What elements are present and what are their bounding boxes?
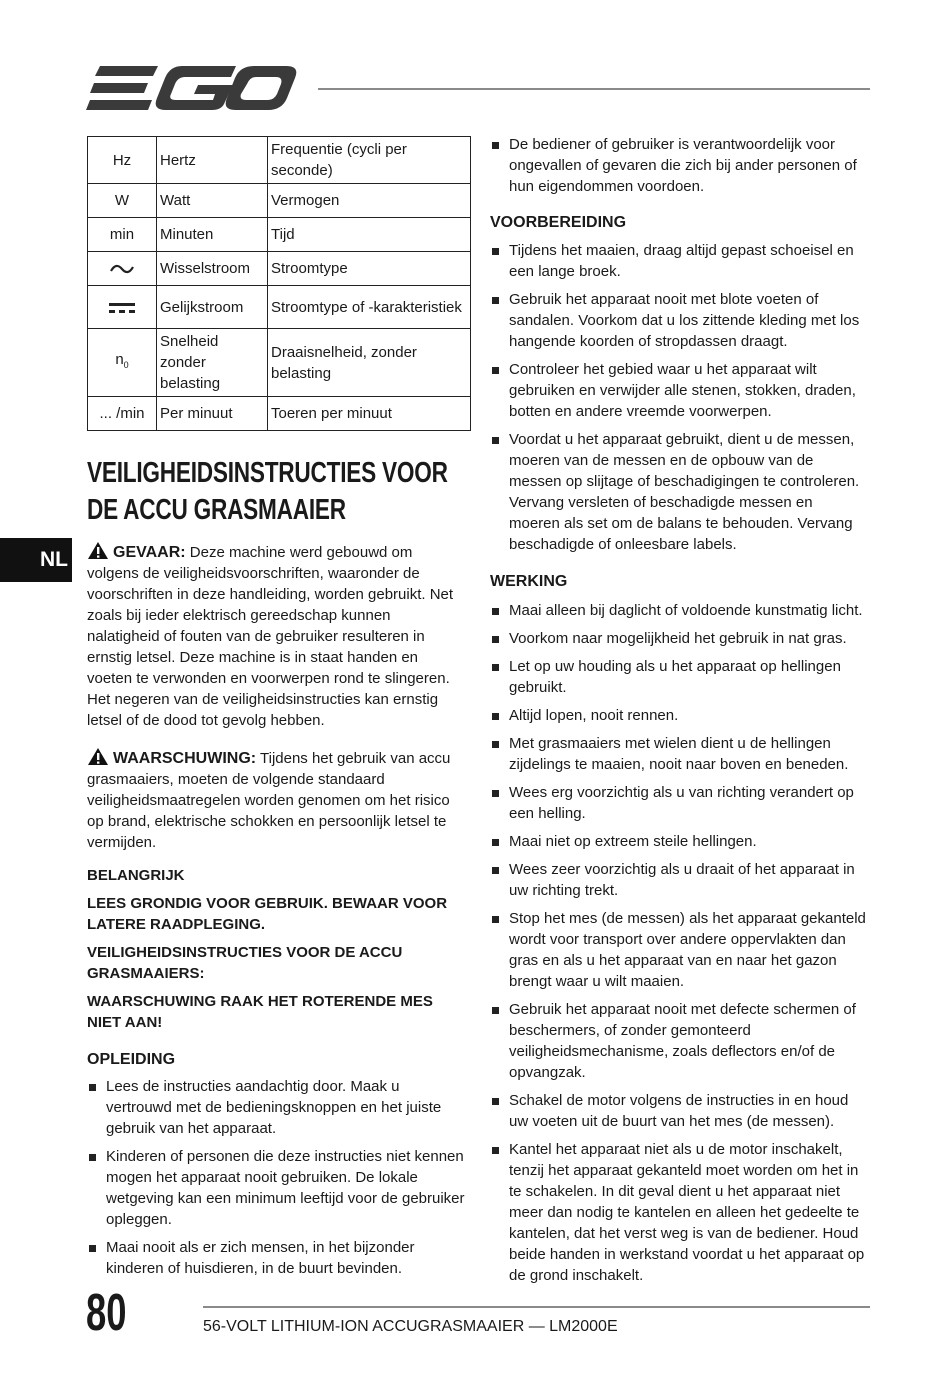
table-row [88, 137, 471, 184]
list-item: Maai alleen bij daglicht of voldoende kunstmatig licht. [490, 600, 868, 621]
blade-warning-heading: WAARSCHUWING RAAK HET ROTERENDE MES NIET AAN! [87, 993, 433, 1031]
read-carefully-notice: LEES GRONDIG VOOR GEBRUIK. BEWAAR VOOR LATERE RAADPLEGING. [87, 895, 448, 933]
list-item: Voorkom naar mogelijkheid het gebruik in nat gras. [490, 628, 868, 649]
list-item: Altijd lopen, nooit rennen. [490, 705, 868, 726]
list-item: Schakel de motor volgens de instructies in en houd uw voeten uit de buurt van het mes (de messen). [490, 1090, 868, 1132]
table-row [88, 397, 471, 431]
list-item: Voordat u het apparaat gebruikt, dient u de messen, moeren van de messen en de opbouw van de messen op slijtage of beschadigingen te controleren. Vervang versleten of beschadigde messen en moeren als set om de balans te behouden. Vervang beschadigde of onleesbare labels. [490, 429, 865, 555]
intro-list [490, 134, 862, 204]
symbol-cell: W [88, 184, 157, 218]
table-row [88, 329, 471, 397]
safety-instructions-heading: VEILIGHEIDSINSTRUCTIES VOOR DE ACCU GRASMAAIERS: [87, 944, 403, 982]
symbol-cell: ... /min [88, 397, 157, 431]
list-item: Met grasmaaiers met wielen dient u de hellingen zijdelings te maaien, nooit naar boven en beneden. [490, 733, 868, 775]
meaning-cell: Toeren per minuut [268, 397, 471, 431]
list-item: Gebruik het apparaat nooit met blote voeten of sandalen. Voorkom dat u los zittende kleding met los hangende koorden of stropdassen draagt. [490, 289, 865, 352]
list-item: Kinderen of personen die deze instructies niet kennen mogen het apparaat nooit gebruiken. De lokale wetgeving kan een minimum leeftijd voor de gebruiker opleggen. [87, 1146, 465, 1230]
preparation-list [490, 240, 865, 562]
list-item: Wees zeer voorzichtig als u draait of het apparaat in uw richting trekt. [490, 859, 868, 901]
table-row [88, 286, 471, 329]
list-item: Kantel het apparaat niet als u de motor inschakelt, tenzij het apparaat gekanteld moet worden om het in te schakelen. In dit geval dient u het apparaat niet meer dan nodig te kantelen en alleen het gedeelte te kantelen, dat het verst weg is van de bediener. Houd beide handen in werkstand voordat u het apparaat op de grond inschakelt. [490, 1139, 868, 1286]
meaning-cell: Tijd [268, 218, 471, 252]
warning-text: Tijdens het gebruik van accu grasmaaiers, moeten de volgende standaard veiligheidsmaatregelen worden genomen om het risico op brand, elektrische schokken en persoonlijk letsel te vermijden. [87, 750, 451, 851]
warning-triangle-icon [87, 541, 109, 560]
symbols-table [87, 136, 471, 431]
list-item: Let op uw houding als u het apparaat op hellingen gebruikt. [490, 656, 868, 698]
name-cell: Minuten [157, 218, 268, 252]
meaning-cell: Frequentie (cycli per seconde) [268, 137, 471, 184]
important-heading: BELANGRIJK [87, 867, 185, 884]
list-item: Wees erg voorzichtig als u van richting verandert op een helling. [490, 782, 868, 824]
list-item: Gebruik het apparaat nooit met defecte schermen of beschermers, of zonder gemonteerd veiligheidsmechanisme, zoals deflectors en/of de opvangzak. [490, 999, 868, 1083]
symbol-cell: Hz [88, 137, 157, 184]
table-row [88, 252, 471, 286]
symbol-cell: min [88, 218, 157, 252]
operation-list [490, 600, 868, 1293]
ego-logo [86, 64, 298, 112]
warning-label: WAARSCHUWING: [113, 750, 257, 767]
danger-text: Deze machine werd gebouwd om volgens de veiligheidsvoorschriften, waaronder de voorschriften in deze handleiding, worden gebruikt. Net zoals bij ieder elektrisch gereedschap kunnen nalatigheid of fouten van de gebruiker resulteren in ernstig letsel. Deze machine is in staat handen en voeten te verwonden en voorwerpen rond te slingeren. Het negeren van de veiligheidsinstructies kan ernstig letsel of de dood tot gevolg hebben. [87, 544, 454, 729]
symbol-text: n [115, 351, 124, 368]
name-cell: Watt [157, 184, 268, 218]
symbol-cell [88, 286, 157, 329]
list-item: Stop het mes (de messen) als het apparaat gekanteld wordt voor transport over andere oppervlakten dan gras en als u het apparaat van en naar het gazon brengt waar u wilt maaien. [490, 908, 868, 992]
section-title: VEILIGHEIDSINSTRUCTIES VOOR DE ACCU GRASMAAIER [87, 457, 448, 526]
symbol-cell [88, 252, 157, 286]
name-cell: Per minuut [157, 397, 268, 431]
list-item: Maai niet op extreem steile hellingen. [490, 831, 868, 852]
training-heading: OPLEIDING [87, 1051, 176, 1068]
list-item: Lees de instructies aandachtig door. Maak u vertrouwd met de bedieningsknoppen en het juiste gebruik van het apparaat. [87, 1076, 465, 1139]
language-tab: NL [0, 538, 72, 582]
symbol-subscript: 0 [123, 360, 129, 370]
table-row [88, 218, 471, 252]
footer-rule [203, 1306, 870, 1308]
list-item: De bediener of gebruiker is verantwoordelijk voor ongevallen of gevaren die zich bij ander personen of hun eigendommen voordoen. [490, 134, 862, 197]
list-item: Tijdens het maaien, draag altijd gepast schoeisel en een lange broek. [490, 240, 865, 282]
page-number: 80 [86, 1284, 127, 1342]
dc-current-icon [108, 301, 136, 315]
warning-paragraph [87, 747, 457, 853]
name-cell: Gelijkstroom [157, 286, 268, 329]
meaning-cell: Stroomtype of -karakteristiek [268, 286, 471, 329]
list-item: Controleer het gebied waar u het apparaat wilt gebruiken en verwijder alle stenen, stokken, draden, botten en andere vreemde voorwerpen. [490, 359, 865, 422]
name-cell: Wisselstroom [157, 252, 268, 286]
meaning-cell: Stroomtype [268, 252, 471, 286]
training-list [87, 1076, 465, 1286]
symbol-cell [88, 329, 157, 397]
name-cell: Hertz [157, 137, 268, 184]
meaning-cell: Vermogen [268, 184, 471, 218]
header-rule [318, 88, 870, 90]
ac-current-icon [109, 262, 135, 276]
name-cell: Snelheid zonder belasting [157, 329, 268, 397]
danger-label: GEVAAR: [113, 544, 186, 561]
footer-product-name: 56-VOLT LITHIUM-ION ACCUGRASMAAIER — LM2000E [203, 1318, 618, 1335]
danger-paragraph [87, 541, 465, 731]
warning-triangle-icon [87, 747, 109, 766]
meaning-cell: Draaisnelheid, zonder belasting [268, 329, 471, 397]
list-item: Maai nooit als er zich mensen, in het bijzonder kinderen of huisdieren, in de buurt bevinden. [87, 1237, 465, 1279]
table-row [88, 184, 471, 218]
preparation-heading: VOORBEREIDING [490, 214, 627, 231]
operation-heading: WERKING [490, 573, 568, 590]
